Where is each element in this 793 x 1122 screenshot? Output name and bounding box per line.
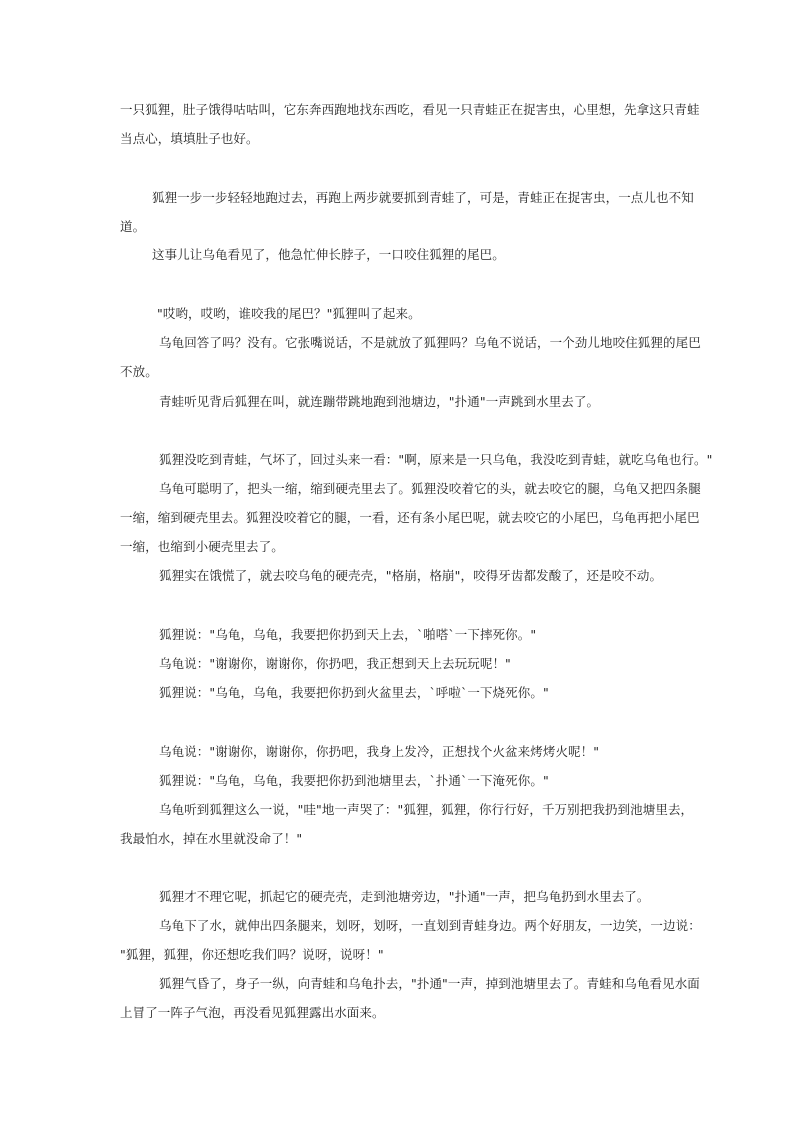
text-line: 乌龟说："谢谢你，谢谢你，你扔吧，我身上发冷，正想找个火盆来烤烤火呢！" — [159, 744, 600, 759]
text-line: 道。 — [120, 219, 146, 234]
text-line: 狐狸说："乌龟，乌龟，我要把你扔到池塘里去，`扑通`一下淹死你。" — [159, 773, 549, 788]
text-line: 乌龟听到狐狸这么一说，"哇"地一声哭了："狐狸，狐狸，你行行好，千万别把我扔到池塘里去， — [159, 802, 694, 817]
text-line: 青蛙听见背后狐狸在叫，就连蹦带跳地跑到池塘边，"扑通"一声跳到水里去了。 — [159, 394, 600, 409]
text-line: 我最怕水，掉在水里就没命了！" — [120, 831, 303, 846]
text-line: 狐狸气昏了，身子一纵，向青蛙和乌龟扑去，"扑通"一声，掉到池塘里去了。青蛙和乌龟看见水面 — [159, 976, 700, 991]
text-line: 当点心，填填肚子也好。 — [120, 131, 259, 146]
text-line: 狐狸说："乌龟，乌龟，我要把你扔到天上去，`啪嗒`一下摔死你。" — [159, 627, 537, 642]
text-line: 狐狸才不理它呢，抓起它的硬壳壳，走到池塘旁边，"扑通"一声，把乌龟扔到水里去了。 — [159, 889, 650, 904]
text-line: 这事儿让乌龟看见了，他急忙伸长脖子，一口咬住狐狸的尾巴。 — [152, 247, 505, 262]
text-line: 一缩，也缩到小硬壳里去了。 — [120, 539, 284, 554]
text-line: 乌龟回答了吗？没有。它张嘴说话，不是就放了狐狸吗？乌龟不说话，一个劲儿地咬住狐狸的尾巴 — [159, 335, 701, 350]
text-line: 上冒了一阵子气泡，再没看见狐狸露出水面来。 — [120, 1005, 385, 1020]
text-line: 乌龟可聪明了，把头一缩，缩到硬壳里去了。狐狸没咬着它的头，就去咬它的腿，乌龟又把四条腿 — [159, 481, 701, 496]
text-line: 狐狸一步一步轻轻地跑过去，再跑上两步就要抓到青蛙了，可是，青蛙正在捉害虫，一点儿也不知 — [152, 190, 694, 205]
text-line: 狐狸实在饿慌了，就去咬乌龟的硬壳壳，"格崩，格崩"，咬得牙齿都发酸了，还是咬不动。 — [159, 568, 663, 583]
text-line: 不放。 — [120, 364, 158, 379]
text-line: 狐狸没吃到青蛙，气坏了，回过头来一看："啊，原来是一只乌龟，我没吃到青蛙，就吃乌龟也行。" — [159, 452, 713, 467]
text-line: 狐狸说："乌龟，乌龟，我要把你扔到火盆里去，`呼啦`一下烧死你。" — [159, 685, 549, 700]
text-line: "狐狸，狐狸，你还想吃我们吗？说呀，说呀！" — [120, 947, 384, 962]
text-line: 一只狐狸，肚子饿得咕咕叫，它东奔西跑地找东西吃，看见一只青蛙正在捉害虫，心里想，先拿这只青蛙 — [120, 102, 700, 117]
text-line: 一缩，缩到硬壳里去。狐狸没咬着它的腿，一看，还有条小尾巴呢，就去咬它的小尾巴，乌龟再把小尾巴 — [120, 510, 700, 525]
text-line: "哎哟，哎哟，谁咬我的尾巴？"狐狸叫了起来。 — [157, 306, 421, 321]
text-line: 乌龟下了水，就伸出四条腿来，划呀，划呀，一直划到青蛙身边。两个好朋友，一边笑，一边说： — [159, 918, 701, 933]
text-line: 乌龟说："谢谢你，谢谢你，你扔吧，我正想到天上去玩玩呢！" — [159, 656, 511, 671]
